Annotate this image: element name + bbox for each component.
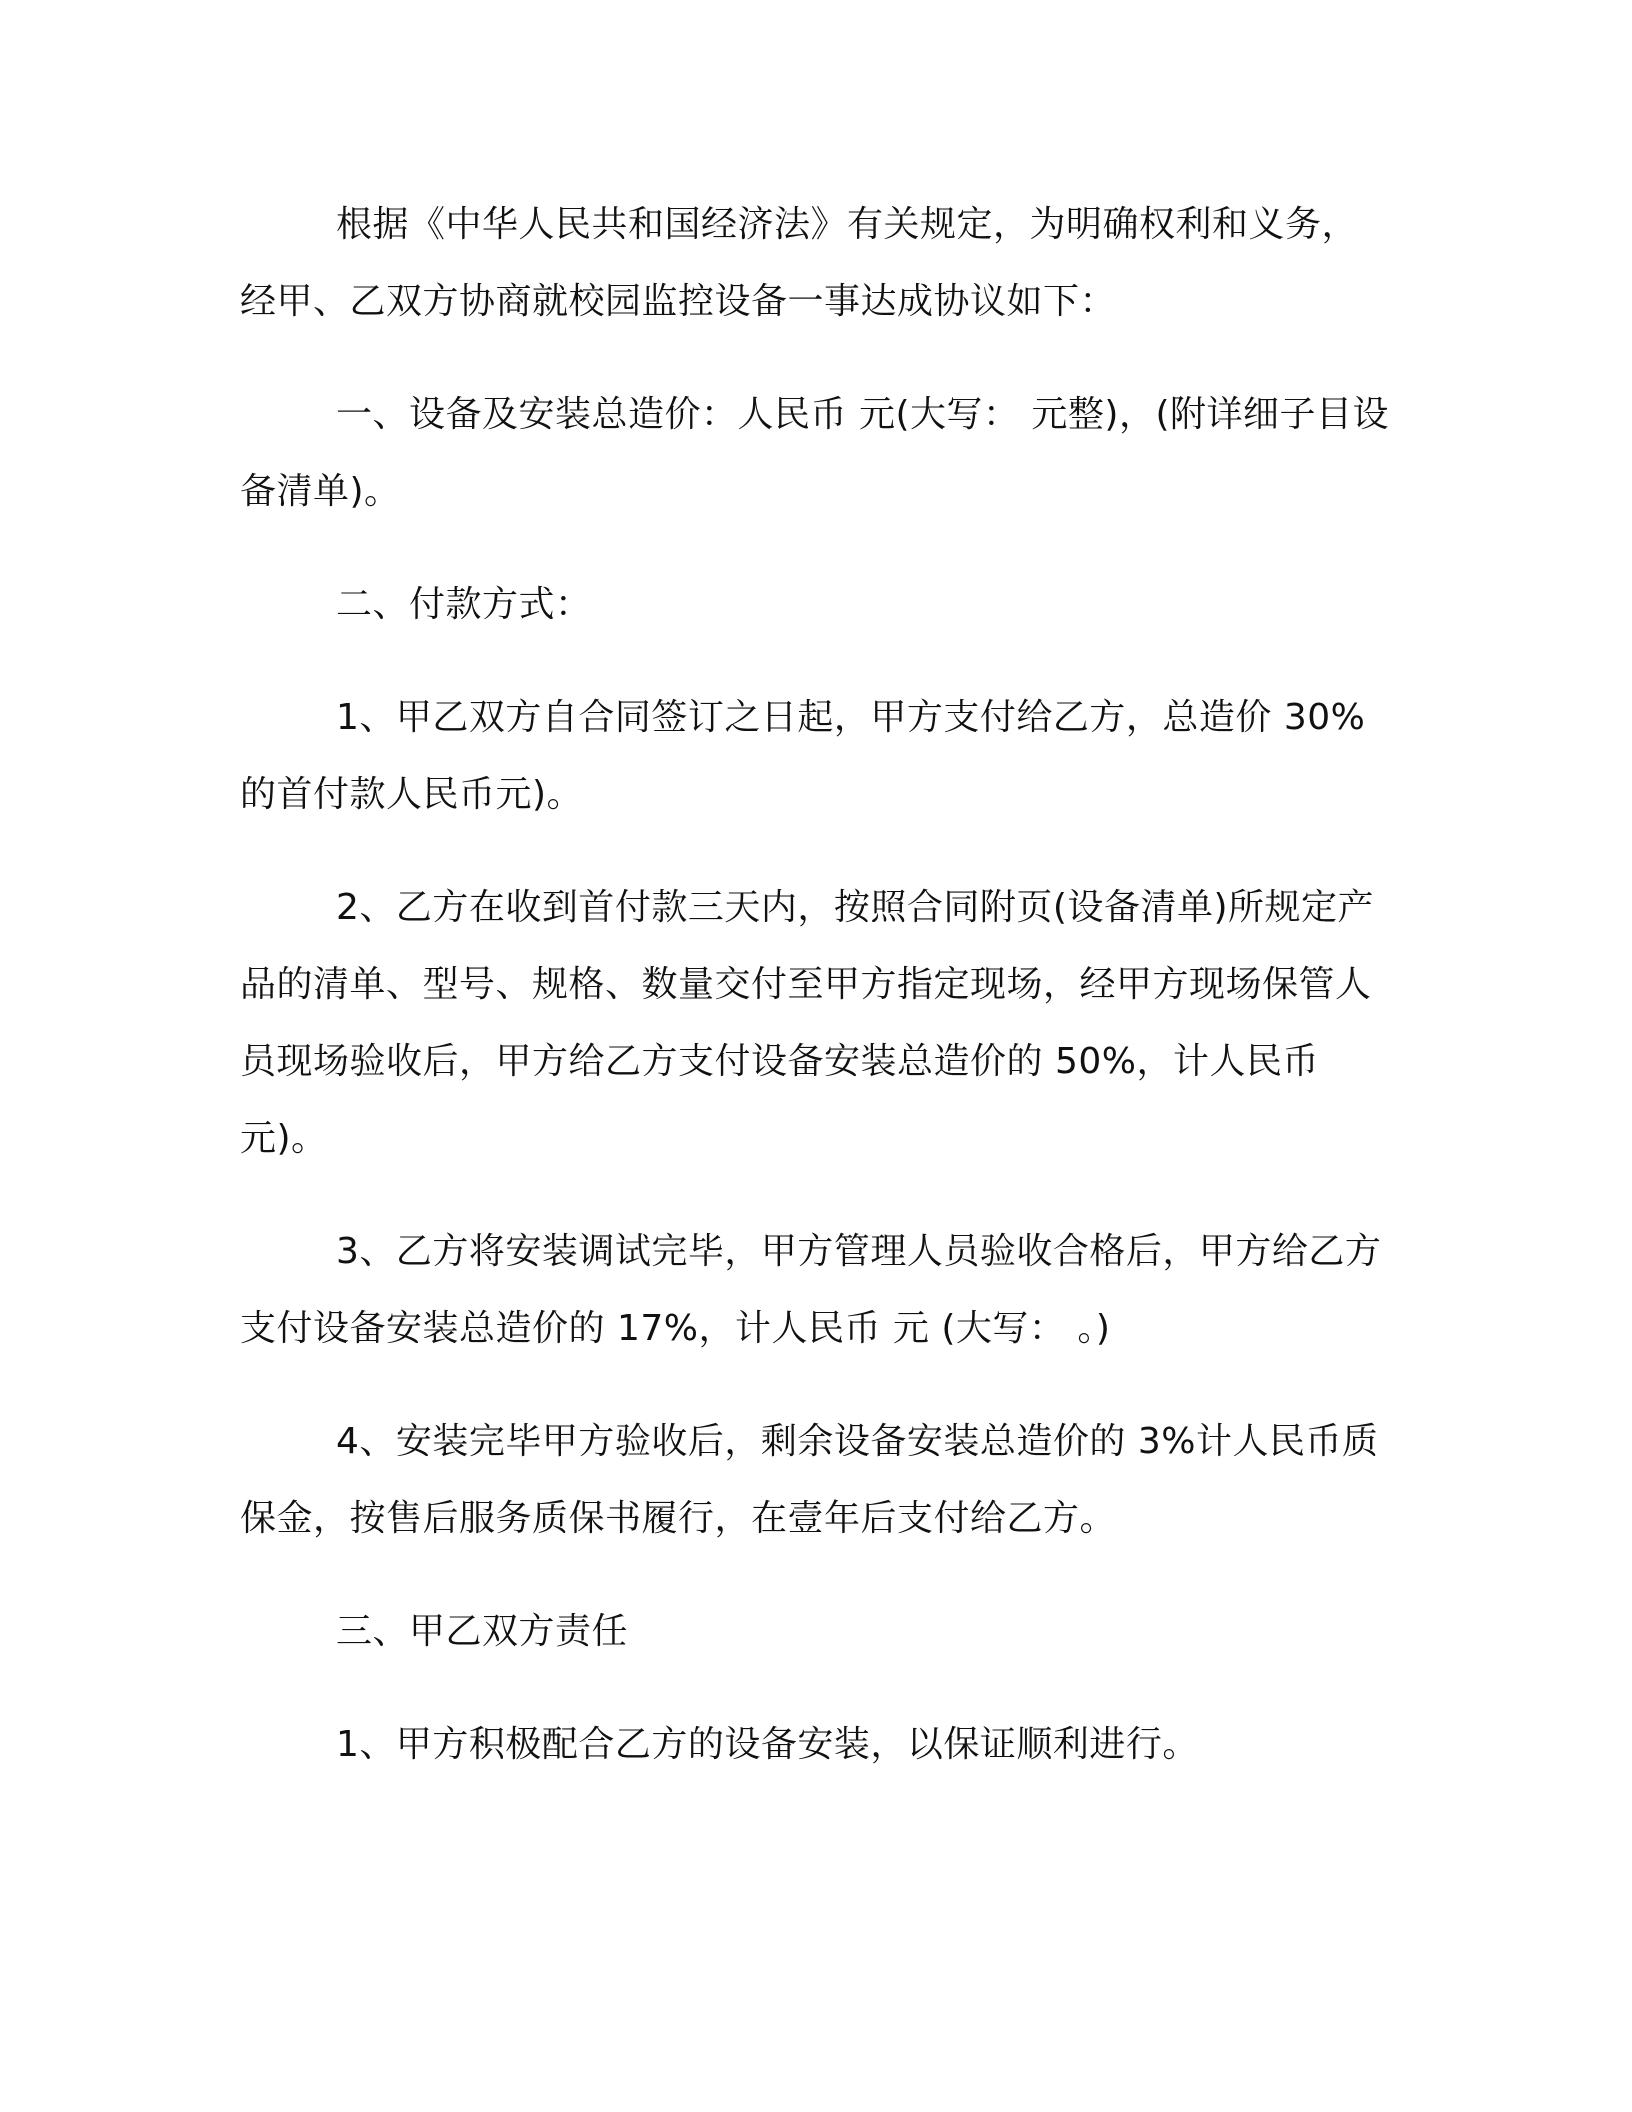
paragraph-preamble: 根据《中华人民共和国经济法》有关规定，为明确权利和义务，经甲、乙双方协商就校园监控设备一事达成协议如下： bbox=[240, 204, 1359, 322]
paragraph-responsibility-1: 1、甲方积极配合乙方的设备安装，以保证顺利进行。 bbox=[336, 1724, 1199, 1765]
paragraph-payment-1: 1、甲乙双方自合同签订之日起，甲方支付给乙方，总造价 30%的首付款人民币元)。 bbox=[240, 697, 1366, 815]
heading-payment-method: 二、付款方式： bbox=[336, 584, 592, 625]
document-body bbox=[240, 186, 1390, 1819]
paragraph-payment-4: 4、安装完毕甲方验收后，剩余设备安装总造价的 3%计人民币质保金，按售后服务质保书履行，在壹年后支付给乙方。 bbox=[240, 1421, 1379, 1539]
heading-responsibilities: 三、甲乙双方责任 bbox=[336, 1611, 629, 1652]
paragraph-payment-2: 2、乙方在收到首付款三天内，按照合同附页(设备清单)所规定产品的清单、型号、规格、数量交付至甲方指定现场，经甲方现场保管人员现场验收后，甲方给乙方支付设备安装总造价的 50%，计人民币元)。 bbox=[240, 887, 1374, 1159]
paragraph-payment-3: 3、乙方将安装调试完毕，甲方管理人员验收合格后，甲方给乙方支付设备安装总造价的 17%，计人民币 元 (大写： 。) bbox=[240, 1231, 1382, 1349]
paragraph-total-cost: 一、设备及安装总造价：人民币 元(大写： 元整)，(附详细子目设备清单)。 bbox=[240, 394, 1390, 512]
